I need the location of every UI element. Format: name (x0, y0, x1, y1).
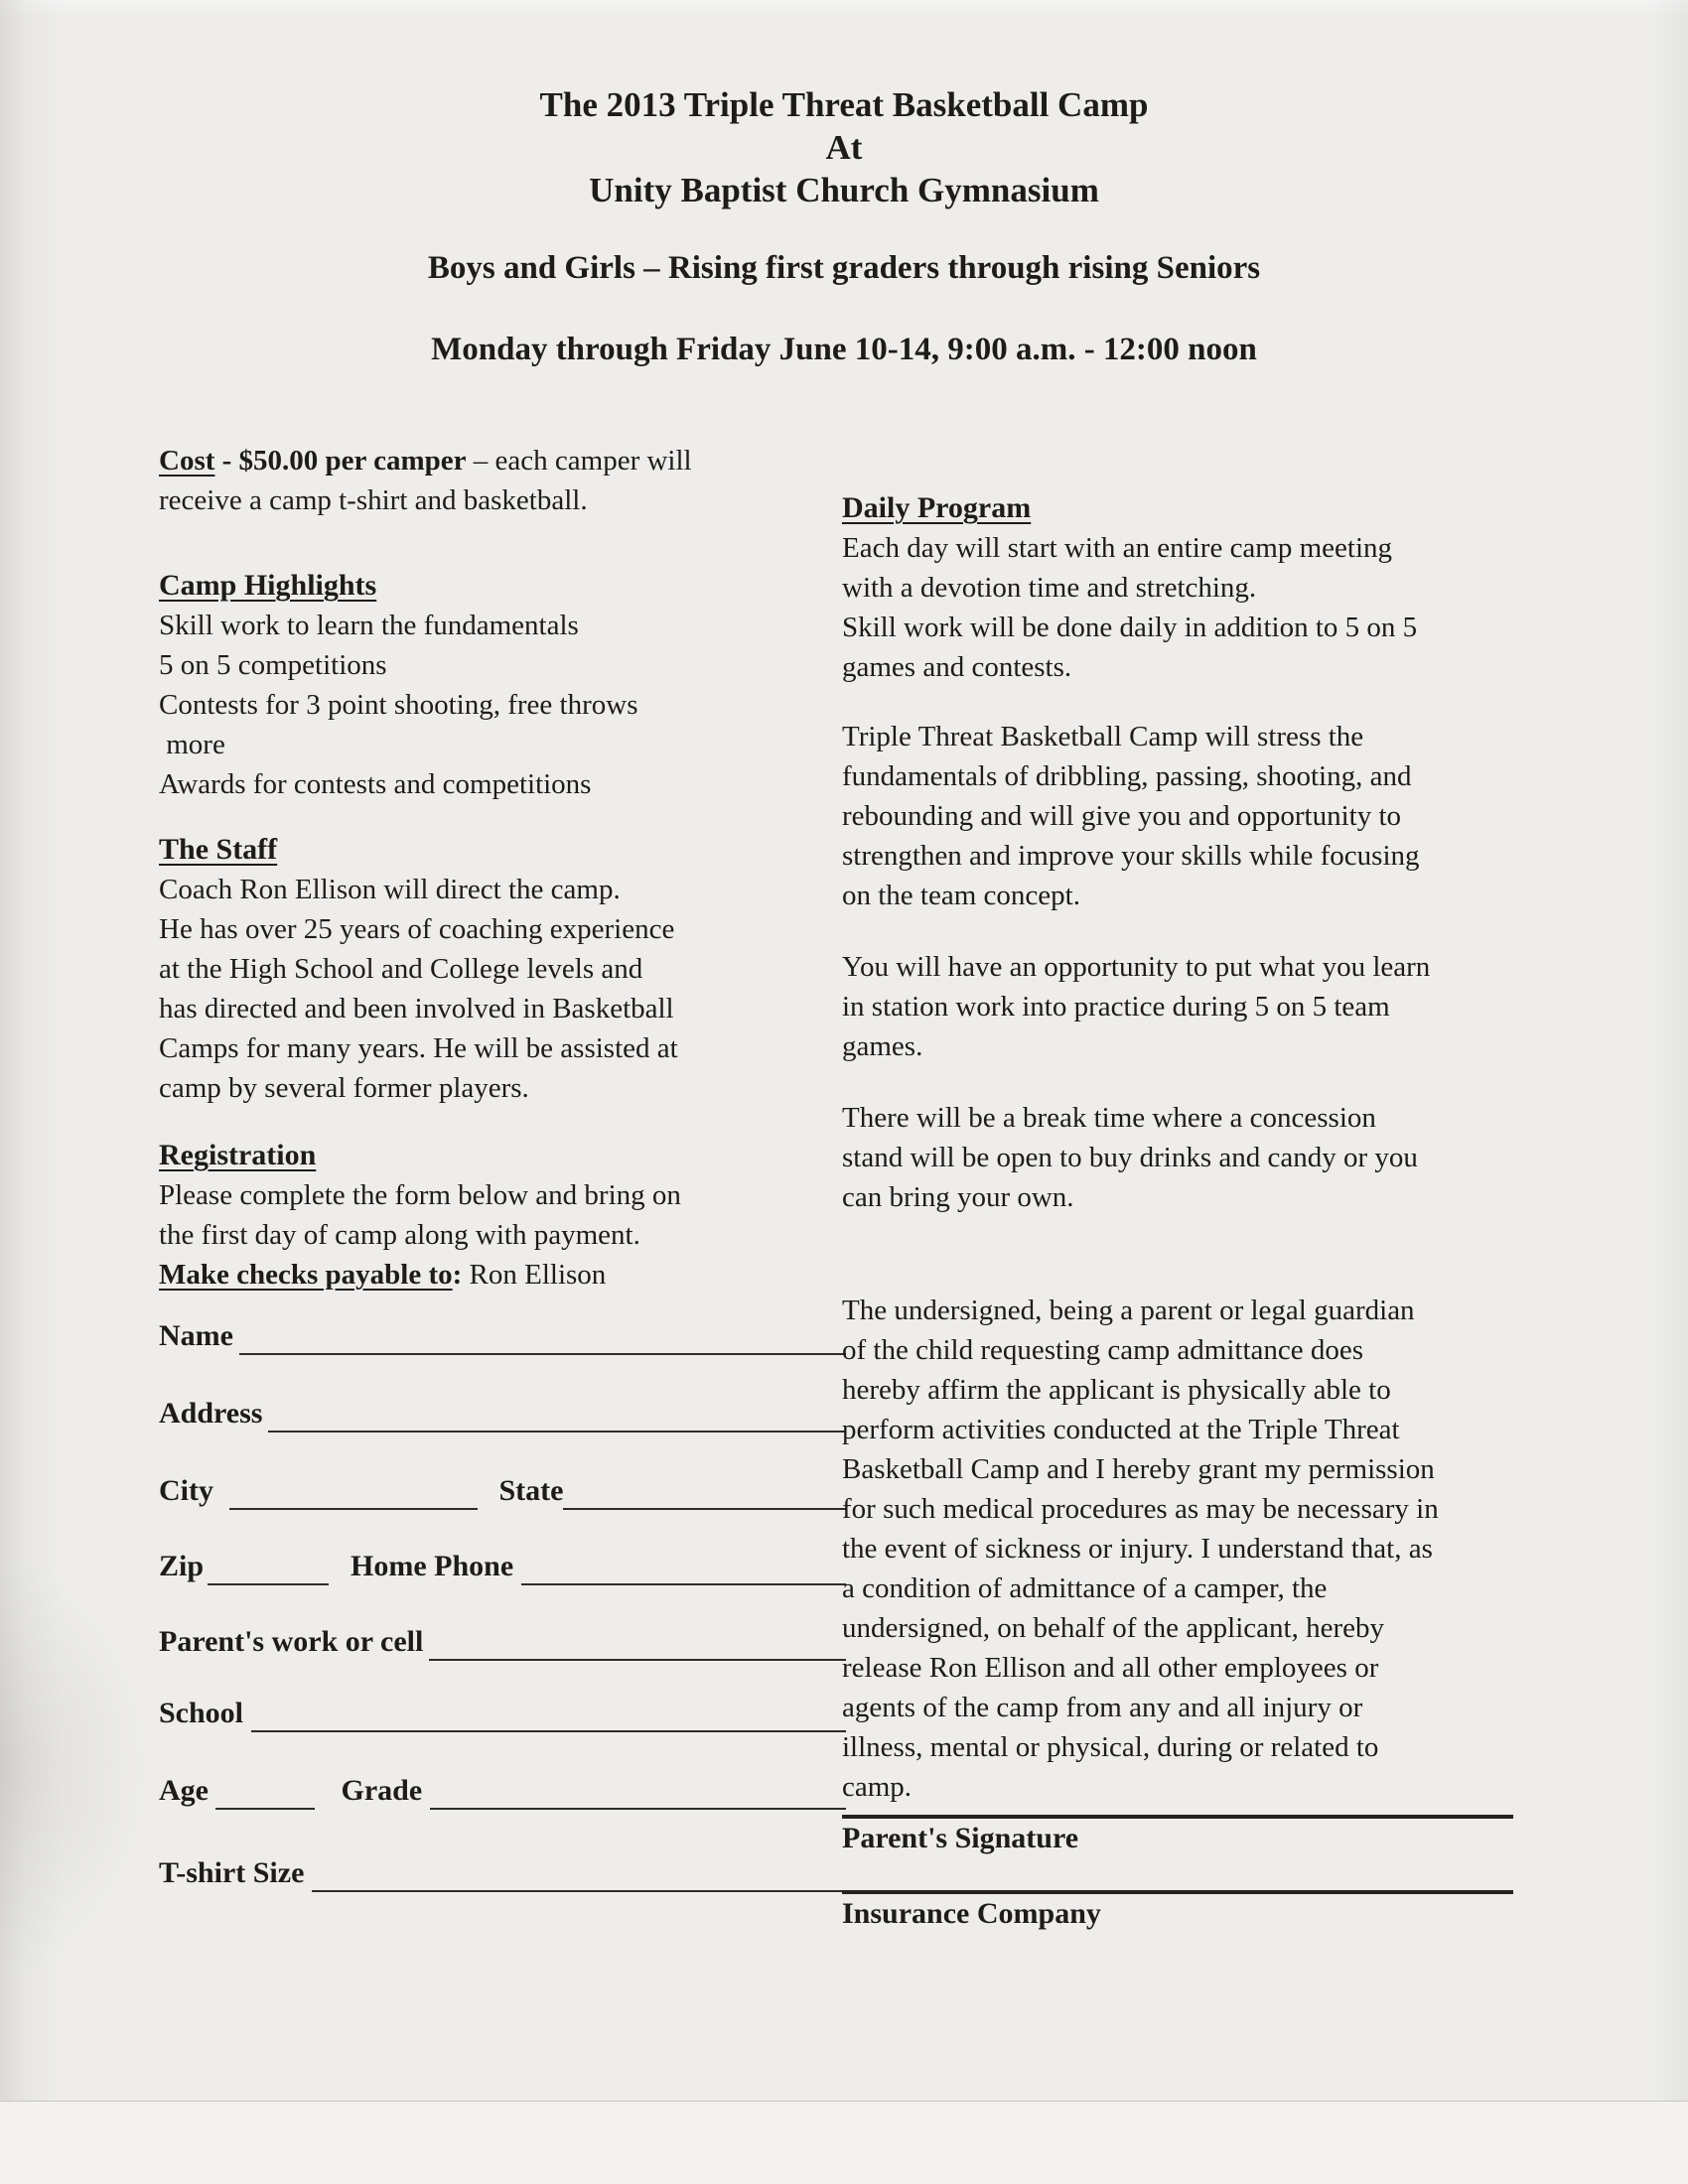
stress-line: rebounding and will give you and opportunity to (842, 800, 1402, 832)
waiver-line: undersigned, on behalf of the applicant, hereby (842, 1612, 1384, 1644)
highlight-item: 5 on 5 competitions (159, 649, 387, 681)
waiver-line: camp. (842, 1771, 913, 1803)
parent-cell-field-row (159, 1622, 846, 1662)
stress-line: on the team concept. (842, 880, 1080, 911)
registration-line: the first day of camp along with payment. (159, 1219, 640, 1251)
title-line-3: Unity Baptist Church Gymnasium (589, 171, 1099, 209)
break-line: can bring your own. (842, 1181, 1074, 1213)
left-column (159, 441, 802, 1295)
school-field-row (159, 1694, 846, 1733)
camp-highlights-heading: Camp Highlights (159, 569, 377, 602)
page-title (169, 83, 1519, 211)
staff-line: Camps for many years. He will be assisted at (159, 1032, 678, 1064)
zip-field-label: Zip (159, 1550, 205, 1582)
name-field-row (159, 1316, 846, 1356)
make-checks-label: Make checks payable to (159, 1259, 453, 1291)
audience-subtitle: Boys and Girls – Rising first graders through rising Seniors (427, 250, 1261, 286)
waiver-line: illness, mental or physical, during or related to (842, 1731, 1379, 1763)
zip-field-line (208, 1547, 329, 1585)
waiver-line: the event of sickness or injury. I understand that, as (842, 1533, 1433, 1565)
insurance-company-label: Insurance Company (842, 1897, 1101, 1930)
state-field-line (563, 1471, 846, 1510)
waiver-line: The undersigned, being a parent or legal guardian (842, 1295, 1415, 1326)
name-field-label: Name (159, 1319, 233, 1352)
break-line: There will be a break time where a concession (842, 1102, 1376, 1134)
opportunity-line: You will have an opportunity to put what you learn (842, 951, 1431, 983)
highlight-item: Contests for 3 point shooting, free throws (159, 689, 638, 721)
stress-line: fundamentals of dribbling, passing, shooting, and (842, 760, 1412, 792)
highlight-item: Awards for contests and competitions (159, 768, 592, 800)
scan-edge-strip (0, 2101, 1688, 2184)
parent-cell-field-label: Parent's work or cell (159, 1625, 424, 1658)
highlight-item: more (159, 729, 225, 760)
title-line-2: At (825, 128, 863, 167)
waiver-paragraph (842, 1291, 1513, 1807)
waiver-line: for such medical procedures as may be necessary in (842, 1493, 1439, 1525)
cost-line-1 (159, 441, 802, 480)
waiver-line: Basketball Camp and I hereby grant my permission (842, 1453, 1435, 1485)
break-line: stand will be open to buy drinks and candy or you (842, 1142, 1418, 1173)
title-line-1: The 2013 Triple Threat Basketball Camp (539, 85, 1149, 124)
daily-program-heading: Daily Program (842, 491, 1032, 524)
right-column (842, 488, 1513, 1934)
school-field-line (251, 1694, 846, 1732)
parent-cell-field-line (429, 1622, 846, 1661)
make-checks-value: Ron Ellison (462, 1259, 607, 1291)
school-field-label: School (159, 1697, 251, 1729)
staff-line: He has over 25 years of coaching experience (159, 913, 675, 945)
stress-line: Triple Threat Basketball Camp will stress the (842, 721, 1364, 752)
age-field-line (215, 1771, 315, 1810)
opportunity-line: in station work into practice during 5 on 5 team (842, 991, 1390, 1023)
staff-line: camp by several former players. (159, 1072, 529, 1104)
stress-paragraph (842, 717, 1513, 915)
waiver-line: of the child requesting camp admittance does (842, 1334, 1364, 1366)
tshirt-field-label: T-shirt Size (159, 1856, 312, 1889)
staff-line: has directed and been involved in Basketball (159, 993, 674, 1024)
make-checks-colon: : (452, 1259, 463, 1291)
waiver-line: agents of the camp from any and all injury or (842, 1692, 1363, 1723)
cost-rest-1: – each camper will (466, 445, 692, 477)
daily-program-line: Each day will start with an entire camp meeting (842, 532, 1393, 564)
tshirt-field-row (159, 1853, 846, 1893)
grade-field-line (430, 1771, 846, 1810)
daily-program-line: with a devotion time and stretching. (842, 572, 1257, 604)
grade-field-label: Grade (341, 1774, 430, 1807)
registration-heading: Registration (159, 1139, 317, 1171)
break-paragraph (842, 1098, 1513, 1217)
home-phone-field-label: Home Phone (351, 1550, 521, 1582)
cost-price: - $50.00 per camper (214, 445, 467, 477)
waiver-line: a condition of admittance of a camper, the (842, 1572, 1328, 1604)
waiver-line: hereby affirm the applicant is physically able to (842, 1374, 1391, 1406)
daily-program-line: games and contests. (842, 651, 1072, 683)
address-field-row (159, 1394, 846, 1433)
staff-heading: The Staff (159, 833, 278, 866)
address-field-line (268, 1394, 846, 1433)
opportunity-line: games. (842, 1030, 923, 1062)
staff-line: at the High School and College levels and (159, 953, 643, 985)
stress-line: strengthen and improve your skills while focusing (842, 840, 1420, 872)
home-phone-field-line (521, 1547, 846, 1585)
waiver-line: perform activities conducted at the Triple Threat (842, 1414, 1400, 1445)
city-field-label: City (159, 1474, 221, 1507)
cost-line-2: receive a camp t-shirt and basketball. (159, 484, 588, 516)
daily-program-line: Skill work will be done daily in addition to 5 on 5 (842, 612, 1418, 643)
age-field-label: Age (159, 1774, 216, 1807)
city-field-line (229, 1471, 478, 1510)
age-grade-field-row (159, 1771, 846, 1811)
name-field-line (239, 1316, 846, 1355)
address-field-label: Address (159, 1397, 263, 1430)
cost-label: Cost (159, 445, 215, 477)
tshirt-field-line (312, 1853, 846, 1892)
opportunity-paragraph (842, 947, 1513, 1066)
parent-signature-label: Parent's Signature (842, 1822, 1079, 1854)
highlight-item: Skill work to learn the fundamentals (159, 610, 579, 641)
waiver-line: release Ron Ellison and all other employees or (842, 1652, 1379, 1684)
city-state-field-row (159, 1471, 846, 1511)
state-field-label: State (498, 1474, 564, 1507)
schedule-line: Monday through Friday June 10-14, 9:00 a.m. - 12:00 noon (431, 332, 1257, 367)
make-checks-line (159, 1255, 802, 1295)
zip-phone-field-row (159, 1547, 846, 1586)
staff-line: Coach Ron Ellison will direct the camp. (159, 874, 621, 905)
registration-line: Please complete the form below and bring on (159, 1179, 681, 1211)
